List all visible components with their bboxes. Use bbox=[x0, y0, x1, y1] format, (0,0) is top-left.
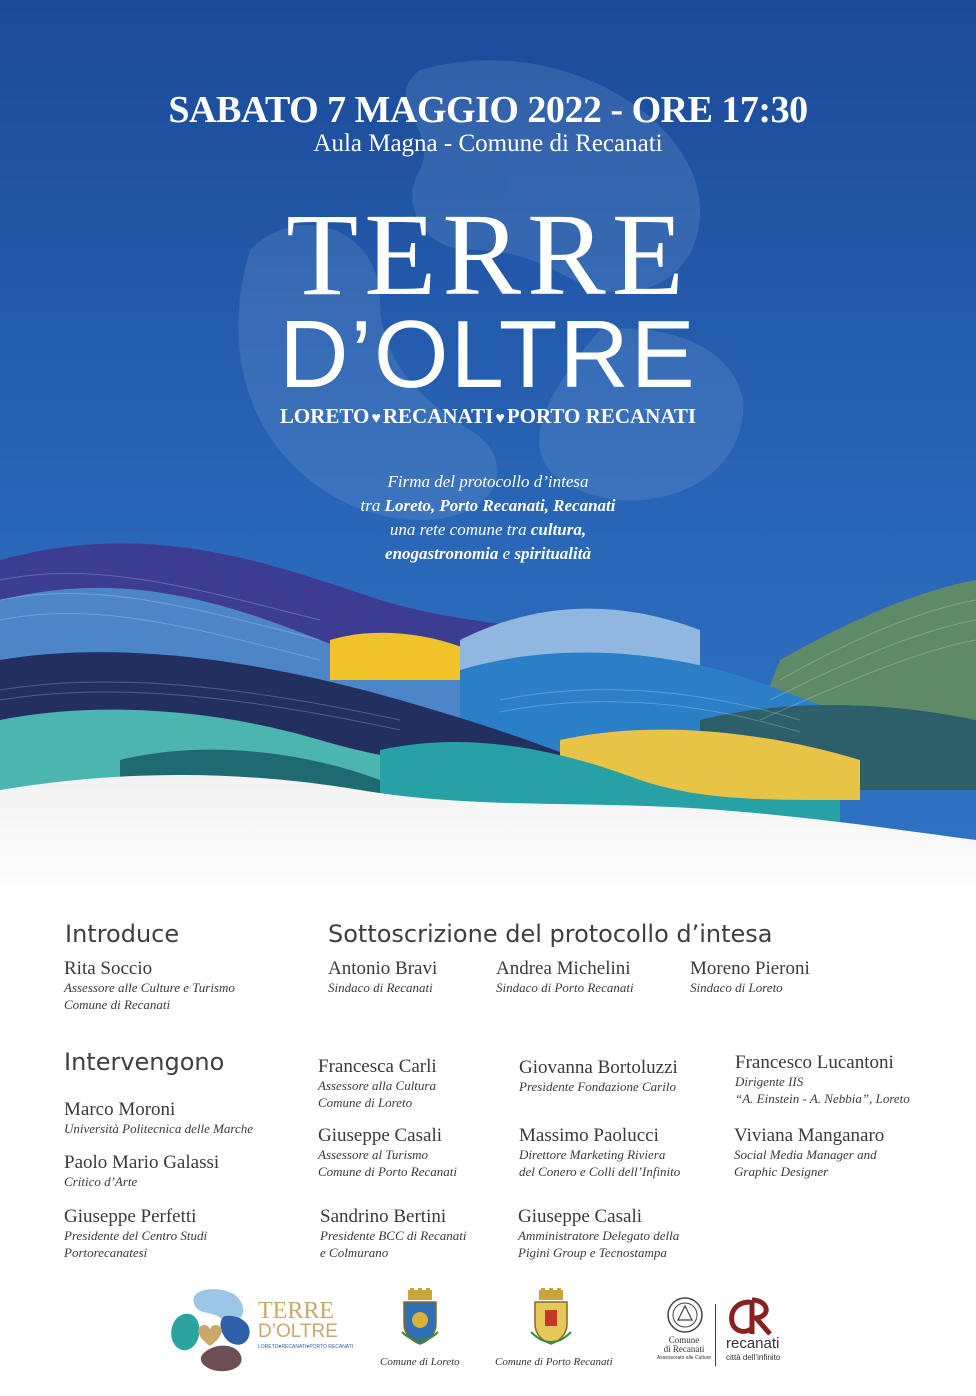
signatory bbox=[496, 958, 634, 997]
person-introducer bbox=[64, 958, 235, 1013]
person-role: Presidente del Centro Studi bbox=[64, 1228, 208, 1243]
recanati-brand-icon bbox=[726, 1296, 778, 1336]
speaker bbox=[318, 1125, 457, 1180]
town-loreto: LORETO bbox=[279, 404, 370, 428]
person-name: Giuseppe Perfetti bbox=[64, 1206, 197, 1227]
person-name: Sandrino Bertini bbox=[320, 1206, 447, 1227]
terre-doltre-logo bbox=[165, 1286, 355, 1372]
person-name: Giovanna Bortoluzzi bbox=[519, 1057, 678, 1078]
speaker bbox=[64, 1206, 207, 1261]
title-line-1: TERRE bbox=[286, 189, 690, 320]
person-name: Giuseppe Casali bbox=[318, 1125, 443, 1146]
person-name: Viviana Manganaro bbox=[734, 1125, 885, 1146]
person-name: Giuseppe Casali bbox=[518, 1206, 643, 1227]
porto-recanati-crest-icon bbox=[529, 1288, 573, 1348]
person-role: Direttore Marketing Riviera bbox=[519, 1147, 666, 1162]
signing-heading: Sottoscrizione del protocollo d’intesa bbox=[328, 920, 773, 948]
speaker bbox=[519, 1125, 680, 1180]
person-role: Critico d’Arte bbox=[64, 1174, 138, 1189]
recanati-municipality-logo bbox=[648, 1296, 728, 1368]
person-role: Sindaco di Porto Recanati bbox=[496, 980, 634, 995]
speaker bbox=[64, 1152, 219, 1191]
person-role: Amministratore Delegato della bbox=[518, 1228, 680, 1243]
person-name: Massimo Paolucci bbox=[519, 1125, 659, 1146]
tagline-line-2: tra Loreto, Porto Recanati, Recanati bbox=[360, 496, 616, 515]
person-role: Presidente BCC di Recanati bbox=[320, 1228, 467, 1243]
person-name: Paolo Mario Galassi bbox=[64, 1152, 220, 1173]
speaker bbox=[518, 1206, 679, 1261]
person-role: Università Politecnica delle Marche bbox=[64, 1121, 254, 1136]
tagline-line-1: Firma del protocollo d’intesa bbox=[387, 472, 589, 491]
recanati-seal-text-1: Comune bbox=[668, 1335, 700, 1345]
person-role: “A. Einstein - A. Nebbia”, Loreto bbox=[735, 1090, 910, 1106]
tagline-line-4: enogastronomia e spiritualità bbox=[385, 544, 591, 563]
recanati-seal-text-2: di Recanati bbox=[663, 1344, 705, 1354]
person-role: Assessore alla Cultura bbox=[318, 1078, 436, 1093]
recanati-seal-text-3: Assessorato alle Culture bbox=[656, 1355, 712, 1361]
terre-logo-line-1: TERRE bbox=[258, 1298, 334, 1324]
person-role: Comune di Recanati bbox=[64, 996, 171, 1012]
person-name: Francesca Carli bbox=[318, 1056, 437, 1077]
terre-logo-line-2: D’OLTRE bbox=[258, 1321, 338, 1342]
person-role: Sindaco di Loreto bbox=[690, 980, 783, 995]
speakers-heading: Intervengono bbox=[64, 1048, 225, 1076]
loreto-logo bbox=[380, 1288, 460, 1368]
person-role: Pigini Group e Tecnostampa bbox=[518, 1244, 667, 1260]
person-role: Assessore al Turismo bbox=[318, 1147, 429, 1162]
heart-icon: ♥ bbox=[371, 410, 381, 427]
speaker bbox=[318, 1056, 437, 1111]
town-recanati: RECANATI bbox=[382, 404, 494, 428]
speaker bbox=[64, 1099, 253, 1138]
person-name: Andrea Michelini bbox=[496, 958, 631, 979]
person-role: del Conero e Colli dell’Infinito bbox=[519, 1163, 681, 1179]
speaker bbox=[734, 1125, 884, 1180]
signatory bbox=[328, 958, 437, 997]
town-porto-recanati: PORTO RECANATI bbox=[506, 404, 697, 428]
person-name: Francesco Lucantoni bbox=[735, 1052, 894, 1073]
swirl-logo-icon bbox=[165, 1286, 255, 1372]
porto-recanati-caption: Comune di Porto Recanati bbox=[495, 1356, 613, 1368]
person-role: Dirigente IIS bbox=[735, 1074, 804, 1089]
towns-line bbox=[0, 404, 976, 429]
recanati-brand-logo bbox=[724, 1296, 804, 1368]
porto-recanati-logo bbox=[495, 1288, 625, 1368]
tagline-line-3: una rete comune tra cultura, bbox=[389, 520, 587, 539]
person-name: Antonio Bravi bbox=[328, 958, 438, 979]
loreto-crest-icon bbox=[400, 1288, 440, 1346]
signatory bbox=[690, 958, 810, 997]
recanati-seal-icon bbox=[666, 1296, 704, 1334]
person-role: Social Media Manager and bbox=[734, 1147, 877, 1162]
person-role: Portorecanatesi bbox=[64, 1244, 148, 1260]
logo-divider bbox=[715, 1304, 716, 1366]
terre-logo-towns: LORETO♥RECANATI♥PORTO RECANATI bbox=[258, 1344, 354, 1350]
person-role: Comune di Porto Recanati bbox=[318, 1163, 458, 1179]
recanati-brand-tagline: città dell’infinito bbox=[726, 1353, 781, 1362]
title-line-2: D’OLTRE bbox=[279, 301, 697, 408]
tagline bbox=[0, 470, 976, 566]
person-role: e Colmurano bbox=[320, 1244, 389, 1260]
speaker bbox=[735, 1052, 910, 1107]
event-date: SABATO 7 MAGGIO 2022 - ORE 17:30 bbox=[168, 89, 808, 131]
recanati-brand-name: recanati bbox=[726, 1335, 780, 1352]
person-name: Moreno Pieroni bbox=[690, 958, 810, 979]
heart-icon: ♥ bbox=[495, 410, 505, 427]
person-role: Graphic Designer bbox=[734, 1163, 829, 1179]
speaker bbox=[519, 1057, 678, 1096]
person-role: Presidente Fondazione Carilo bbox=[519, 1079, 676, 1094]
speaker bbox=[320, 1206, 466, 1261]
event-venue: Aula Magna - Comune di Recanati bbox=[313, 130, 663, 157]
introduce-heading: Introduce bbox=[65, 920, 180, 948]
person-name: Rita Soccio bbox=[64, 958, 153, 979]
person-role: Assessore alle Culture e Turismo bbox=[64, 980, 235, 995]
person-role: Comune di Loreto bbox=[318, 1094, 413, 1110]
person-role: Sindaco di Recanati bbox=[328, 980, 433, 995]
loreto-caption: Comune di Loreto bbox=[380, 1356, 460, 1368]
person-name: Marco Moroni bbox=[64, 1099, 176, 1120]
